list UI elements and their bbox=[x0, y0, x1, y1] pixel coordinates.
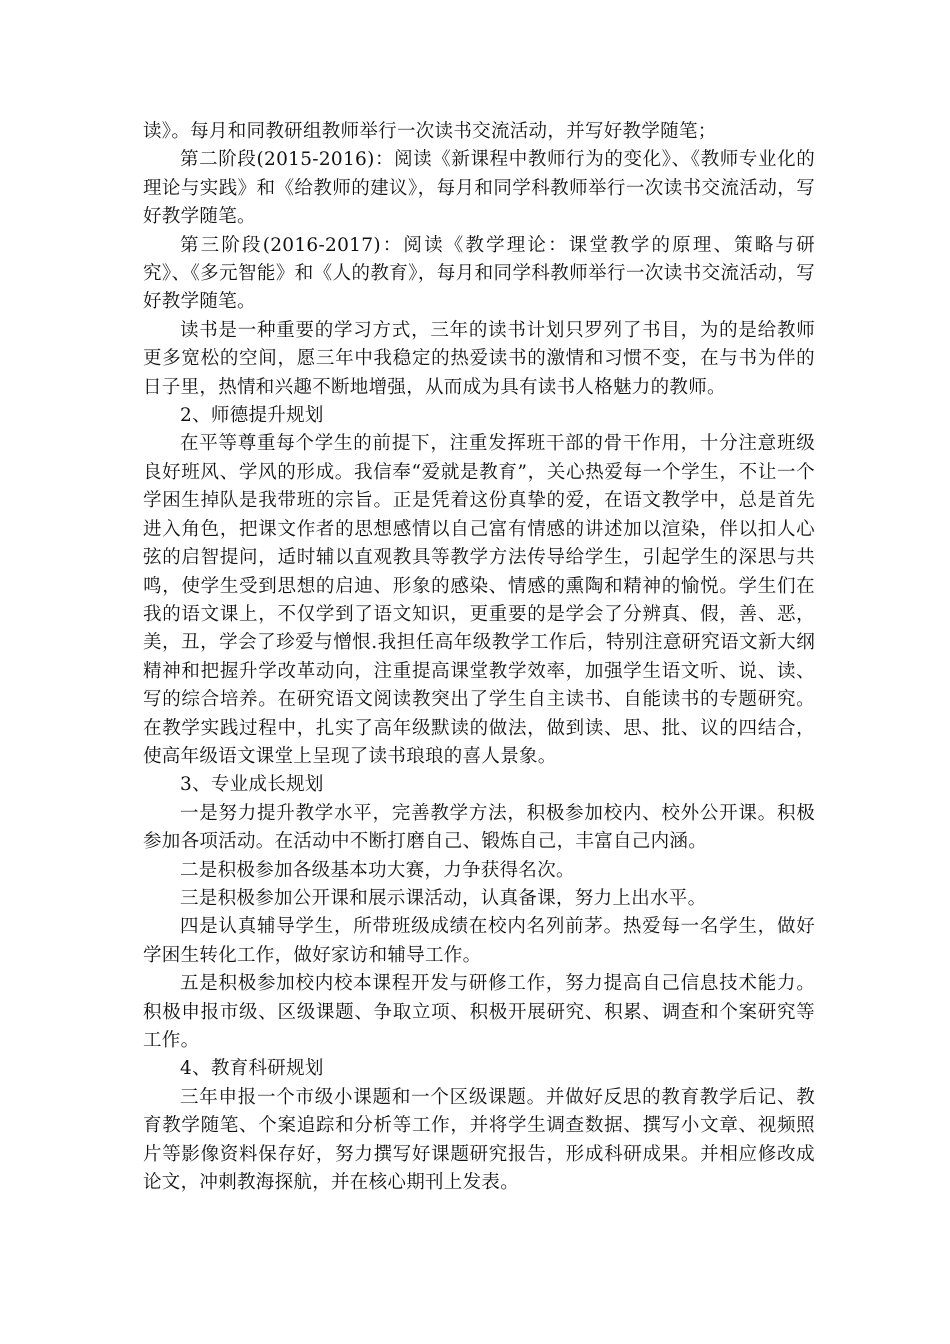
paragraph-growth-item-3: 三是积极参加公开课和展示课活动，认真备课，努力上出水平。 bbox=[180, 887, 707, 909]
paragraph-growth-item-4: 四是认真辅导学生，所带班级成绩在校内名列前茅。热爱每一名学生，做好学困生转化工作，做好家访和辅导工作。 bbox=[143, 916, 815, 966]
paragraph-reading-summary: 读书是一种重要的学习方式，三年的读书计划只罗列了书目，为的是给教师更多宽松的空间，愿三年中我稳定的热爱读书的激情和习惯不变，在与书为伴的日子里，热情和兴趣不断地增强，从而成为具有读书人格魅力的教师。 bbox=[143, 319, 815, 398]
paragraph-growth-item-1: 一是努力提升教学水平，完善教学方法，积极参加校内、校外公开课。积极参加各项活动。在活动中不断打磨自己、锻炼自己，丰富自己内涵。 bbox=[143, 802, 815, 853]
paragraph-reading-plan-third-stage: 第三阶段(2016-2017)：阅读《教学理论：课堂教学的原理、策略与研究》、《多元智能》和《人的教育》，每月和同学科教师举行一次读书交流活动，写好教学随笔。 bbox=[143, 234, 815, 313]
paragraph-growth-item-5: 五是积极参加校内校本课程开发与研修工作，努力提高自己信息技术能力。积极申报市级、区级课题、争取立项、积极开展研究、积累、调查和个案研究等工作。 bbox=[143, 973, 815, 1051]
paragraph-reading-plan-first-stage-end: 读》。每月和同教研组教师举行一次读书交流活动，并写好教学随笔； bbox=[143, 121, 717, 142]
document-body bbox=[143, 118, 815, 1197]
paragraph-reading-plan-second-stage: 第二阶段(2015-2016)：阅读《新课程中教师行为的变化》、《教师专业化的理论与实践》和《给教师的建议》，每月和同学科教师举行一次读书交流活动，写好教学随笔。 bbox=[143, 149, 815, 228]
paragraph-ethics-plan: 在平等尊重每个学生的前提下，注重发挥班干部的骨干作用，十分注意班级良好班风、学风的形成。我信奉“爱就是教育”，关心热爱每一个学生，不让一个学困生掉队是我带班的宗旨。正是凭着这份真挚的爱，在语文教学中，总是首先进入角色，把课文作者的思想感情以自己富有情感的讲述加以渲染，伴以扣人心弦的启智提问，适时辅以直观教具等教学方法传导给学生，引起学生的深思与共鸣，使学生受到思想的启迪、形象的感染、情感的熏陶和精神的愉悦。学生们在我的语文课上，不仅学到了语文知识，更重要的是学会了分辨真、假，善、恶，美，丑，学会了珍爱与憎恨.我担任高年级教学工作后，特别注意研究语文新大纲精神和把握升学改革动向，注重提高课堂教学效率，加强学生语文听、说、读、写的综合培养。在研究语文阅读教突出了学生自主读书、自能读书的专题研究。在教学实践过程中，扎实了高年级默读的做法，做到读、思、批、议的四结合，使高年级语文课堂上呈现了读书琅琅的喜人景象。 bbox=[143, 433, 815, 767]
heading-research-plan: 4、教育科研规划 bbox=[180, 1058, 324, 1080]
heading-professional-growth: 3、专业成长规划 bbox=[180, 774, 324, 796]
heading-ethics-plan: 2、师德提升规划 bbox=[180, 405, 324, 427]
paragraph-research-plan: 三年申报一个市级小课题和一个区级课题。并做好反思的教育教学后记、教育教学随笔、个案追踪和分析等工作，并将学生调查数据、撰写小文章、视频照片等影像资料保存好，努力撰写好课题研究报告，形成科研成果。并相应修改成论文，冲刺教海探航，并在核心期刊上发表。 bbox=[143, 1086, 815, 1194]
paragraph-growth-item-2: 二是积极参加各级基本功大赛，力争获得名次。 bbox=[180, 859, 575, 881]
